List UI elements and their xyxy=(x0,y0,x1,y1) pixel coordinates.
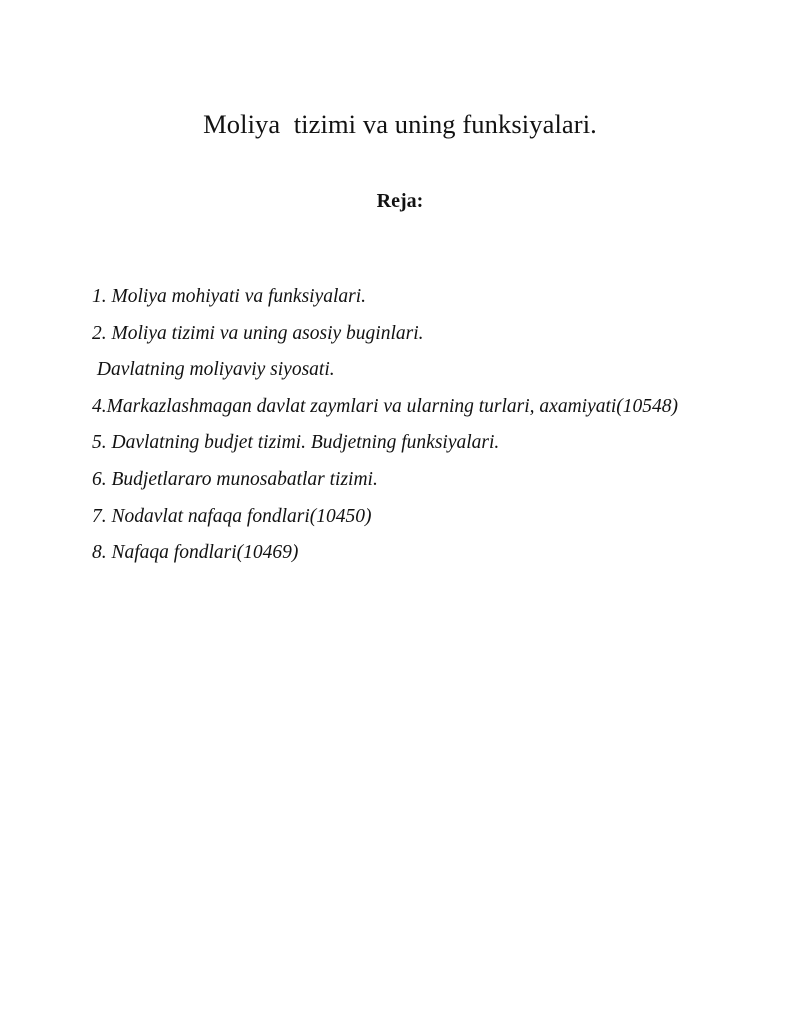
list-item: 7. Nodavlat nafaqa fondlari(10450) xyxy=(92,505,372,527)
list-item: 8. Nafaqa fondlari(10469) xyxy=(92,542,299,564)
list-item: 6. Budjetlararo munosabatlar tizimi. xyxy=(92,468,378,490)
list-item: 4.Markazlashmagan davlat zaymlari va ularning turlari, axamiyati(10548) xyxy=(92,395,679,417)
list-item: 2. Moliya tizimi va uning asosiy buginlari. xyxy=(92,322,424,344)
list-item: 5. Davlatning budjet tizimi. Budjetning funksiyalari. xyxy=(92,432,500,454)
list-item: 1. Moliya mohiyati va funksiyalari. xyxy=(92,286,367,307)
plan-list xyxy=(92,279,752,572)
page-title: Moliya tizimi va uning funksiyalari. xyxy=(203,108,597,139)
list-item: Davlatning moliyaviy siyosati. xyxy=(92,359,335,381)
section-heading-reja: Reja: xyxy=(376,190,424,212)
